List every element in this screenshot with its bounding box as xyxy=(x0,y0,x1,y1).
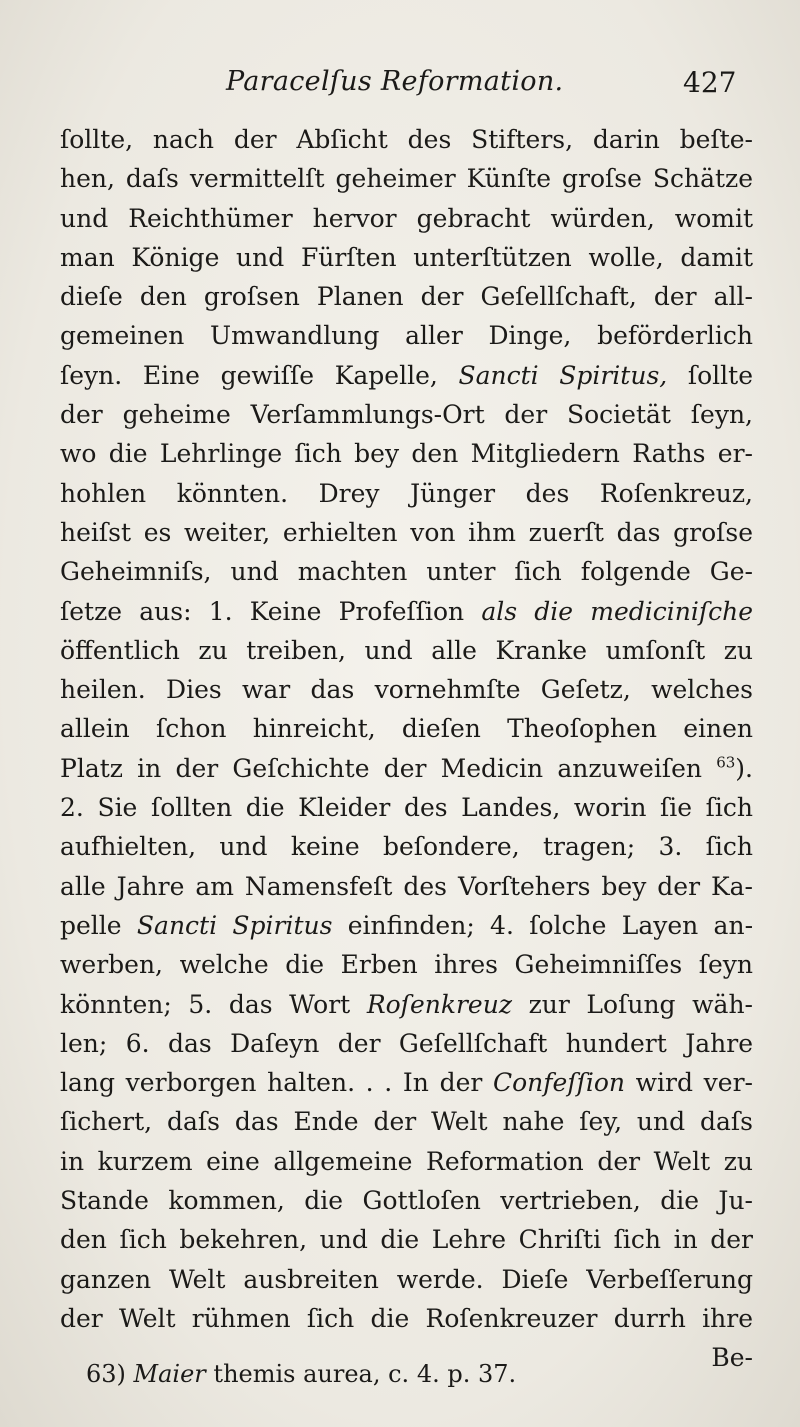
text-line: ſollte, nach der Abſicht des Stifters, darin beſte- xyxy=(60,125,753,154)
footnote-reference: 63 xyxy=(716,753,736,772)
text-line: alle Jahre am Namensfeſt des Vorſtehers bey der Ka- xyxy=(60,871,753,901)
text-line: wo die Lehrlinge ſich bey den Mitgliedern Raths er- xyxy=(60,439,753,469)
text-line: gemeinen Umwandlung aller Dinge, beförderlich xyxy=(60,321,753,351)
page-number: 427 xyxy=(683,66,737,99)
text-segment: wird ver- xyxy=(624,1068,753,1098)
text-segment: ſollte xyxy=(667,360,753,390)
text-line: der geheime Verſammlungs-Ort der Societät ſeyn, xyxy=(60,400,753,430)
text-line: ganzen Welt ausbreiten werde. Dieſe Verbeſſerung xyxy=(60,1264,753,1294)
text-segment: ſetze aus: 1. Keine Profeſſion xyxy=(60,596,482,626)
text-line: der Welt rühmen ſich die Roſenkreuzer durrh ihre xyxy=(60,1303,753,1333)
text-line xyxy=(60,1063,753,1102)
text-line: man Könige und Fürſten unterſtützen wolle, damit xyxy=(60,242,753,272)
catchword: Be- xyxy=(711,1343,753,1373)
text-segment: Platz in der Geſchichte der Medicin anzuweiſen xyxy=(60,753,717,783)
text-segment: könnten; 5. das Wort xyxy=(60,989,367,1019)
text-line: heilen. Dies war das vornehmſte Geſetz, welches xyxy=(60,675,753,705)
text-segment: pelle xyxy=(60,910,137,940)
text-line: hen, daſs vermittelſt geheimer Künſte groſse Schätze xyxy=(60,164,753,194)
text-segment: ſeyn. Eine gewiſſe Kapelle, xyxy=(60,360,459,390)
text-line: öffentlich zu treiben, und alle Kranke umſonſt zu xyxy=(60,635,753,665)
text-segment: einfinden; 4. ſolche Layen an- xyxy=(332,910,754,940)
italic-term: Confeſſion xyxy=(493,1068,625,1098)
text-line: in kurzem eine allgemeine Reformation der Welt zu xyxy=(60,1146,753,1176)
italic-term: als die mediciniſche xyxy=(481,596,753,626)
text-line xyxy=(60,985,753,1024)
text-line: dieſe den groſsen Planen der Geſellſchaft, der all- xyxy=(60,282,753,312)
text-line: heiſst es weiter, erhielten von ihm zuerſt das groſse xyxy=(60,517,753,547)
footnote-text: themis aurea, c. 4. p. 37. xyxy=(213,1360,517,1388)
text-line xyxy=(60,906,753,945)
italic-term: Sancti Spiritus xyxy=(136,910,333,940)
footnote xyxy=(86,1360,516,1388)
text-line xyxy=(60,592,753,631)
text-line: aufhielten, und keine beſondere, tragen; 3. ſich xyxy=(60,832,753,862)
text-line: werben, welche die Erben ihres Geheimniſſes ſeyn xyxy=(60,950,753,980)
text-line xyxy=(60,356,753,395)
text-line: Geheimniſs, und machten unter ſich folgende Ge- xyxy=(60,557,753,587)
running-title: Paracelſus Reformation. xyxy=(226,66,564,97)
text-line: 2. Sie ſollten die Kleider des Landes, worin ſie ſich xyxy=(60,793,753,823)
text-line: ſichert, daſs das Ende der Welt nahe ſey, und daſs xyxy=(60,1107,753,1137)
italic-term: Roſenkreuz xyxy=(366,989,513,1019)
footnote-author: Maier xyxy=(133,1360,206,1388)
text-line xyxy=(60,749,753,788)
text-segment: zur Loſung wäh- xyxy=(512,989,753,1019)
text-line: len; 6. das Daſeyn der Geſellſchaft hundert Jahre xyxy=(60,1028,753,1058)
italic-term: Sancti Spiritus, xyxy=(458,360,668,390)
footnote-marker: 63) xyxy=(86,1360,126,1388)
text-line: hohlen könnten. Drey Jünger des Roſenkreuz, xyxy=(60,478,753,508)
text-line: allein ſchon hinreicht, dieſen Theoſophen einen xyxy=(60,714,753,744)
text-segment: lang verborgen halten. . . In der xyxy=(60,1068,493,1098)
text-line: und Reichthümer hervor gebracht würden, womit xyxy=(60,203,753,233)
text-line: den ſich bekehren, und die Lehre Chriſti ſich in der xyxy=(60,1225,753,1255)
text-segment: ). xyxy=(735,753,753,783)
text-line: Stande kommen, die Gottloſen vertrieben, die Ju- xyxy=(60,1186,753,1216)
page-header xyxy=(0,62,800,106)
body-text xyxy=(60,120,753,1378)
